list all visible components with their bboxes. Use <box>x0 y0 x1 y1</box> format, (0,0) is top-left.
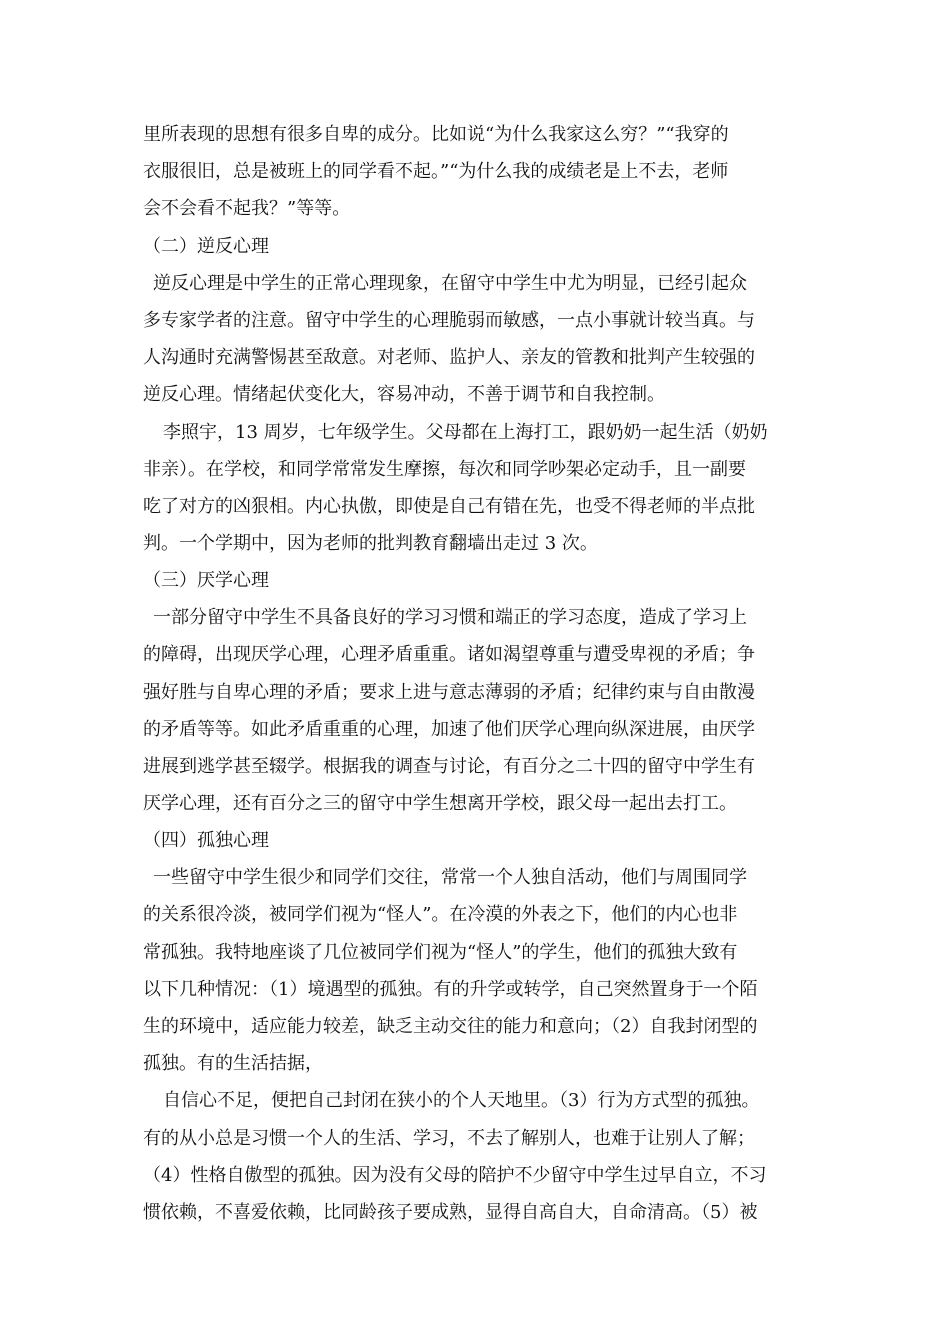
text-line: 一部分留守中学生不具备良好的学习习惯和端正的学习态度，造成了学习上 <box>153 607 747 628</box>
text-line: 吃了对方的凶狠相。内心执傲，即使是自己有错在先，也受不得老师的半点批 <box>143 496 755 517</box>
text-line: 人沟通时充满警惕甚至敌意。对老师、监护人、亲友的管教和批判产生较强的 <box>143 347 755 368</box>
text-line: 判。一个学期中，因为老师的批判教育翻墙出走过 3 次。 <box>143 533 598 554</box>
text-line: 生的环境中，适应能力较差，缺乏主动交往的能力和意向；（2）自我封闭型的 <box>143 1016 758 1037</box>
text-line: 进展到逃学甚至辍学。根据我的调查与讨论，有百分之二十四的留守中学生有 <box>143 756 755 777</box>
text-line: 一些留守中学生很少和同学们交往，常常一个人独自活动，他们与周围同学 <box>153 867 747 888</box>
text-line: 自信心不足，便把自己封闭在狭小的个人天地里。（3）行为方式型的孤独。 <box>163 1090 760 1111</box>
text-line: （4）性格自傲型的孤独。因为没有父母的陪护不少留守中学生过早自立，不习 <box>143 1165 767 1186</box>
text-line: 逆反心理。情绪起伏变化大，容易冲动，不善于调节和自我控制。 <box>143 384 665 405</box>
text-line: 的关系很冷淡，被同学们视为“怪人”。在冷漠的外表之下，他们的内心也非 <box>143 904 738 925</box>
text-line: 会不会看不起我？”等等。 <box>143 198 351 219</box>
text-line: 非亲）。在学校，和同学常常发生摩擦，每次和同学吵架必定动手，且一副要 <box>143 459 746 480</box>
text-line: 孤独。有的生活拮据， <box>143 1053 323 1074</box>
section-heading: （二）逆反心理 <box>143 236 269 257</box>
text-line: 衣服很旧，总是被班上的同学看不起。”“为什么我的成绩老是上不去，老师 <box>143 161 729 182</box>
section-heading: （三）厌学心理 <box>143 570 269 591</box>
text-line: 常孤独。我特地座谈了几位被同学们视为“怪人”的学生，他们的孤独大致有 <box>143 942 738 963</box>
text-line: 以下几种情况：（1）境遇型的孤独。有的升学或转学，自己突然置身于一个陌 <box>143 979 758 1000</box>
text-line: 的障碍，出现厌学心理，心理矛盾重重。诸如渴望尊重与遭受卑视的矛盾；争 <box>143 644 755 665</box>
text-line: 强好胜与自卑心理的矛盾；要求上进与意志薄弱的矛盾；纪律约束与自由散漫 <box>143 682 755 703</box>
text-line: 逆反心理是中学生的正常心理现象，在留守中学生中尤为明显，已经引起众 <box>153 273 747 294</box>
text-line: 里所表现的思想有很多自卑的成分。比如说“为什么我家这么穷？”“我穿的 <box>143 124 729 145</box>
text-line: 有的从小总是习惯一个人的生活、学习，不去了解别人，也难于让别人了解； <box>143 1128 755 1149</box>
section-heading: （四）孤独心理 <box>143 830 269 851</box>
text-line: 厌学心理，还有百分之三的留守中学生想离开学校，跟父母一起出去打工。 <box>143 793 737 814</box>
text-line: 多专家学者的注意。留守中学生的心理脆弱而敏感，一点小事就计较当真。与 <box>143 310 755 331</box>
text-line: 李照宇，13 周岁，七年级学生。父母都在上海打工，跟奶奶一起生活（奶奶 <box>163 422 768 443</box>
text-line: 惯依赖，不喜爱依赖，比同龄孩子要成熟，显得自高自大，自命清高。（5）被 <box>143 1202 758 1223</box>
text-line: 的矛盾等等。如此矛盾重重的心理，加速了他们厌学心理向纵深进展，由厌学 <box>143 719 755 740</box>
